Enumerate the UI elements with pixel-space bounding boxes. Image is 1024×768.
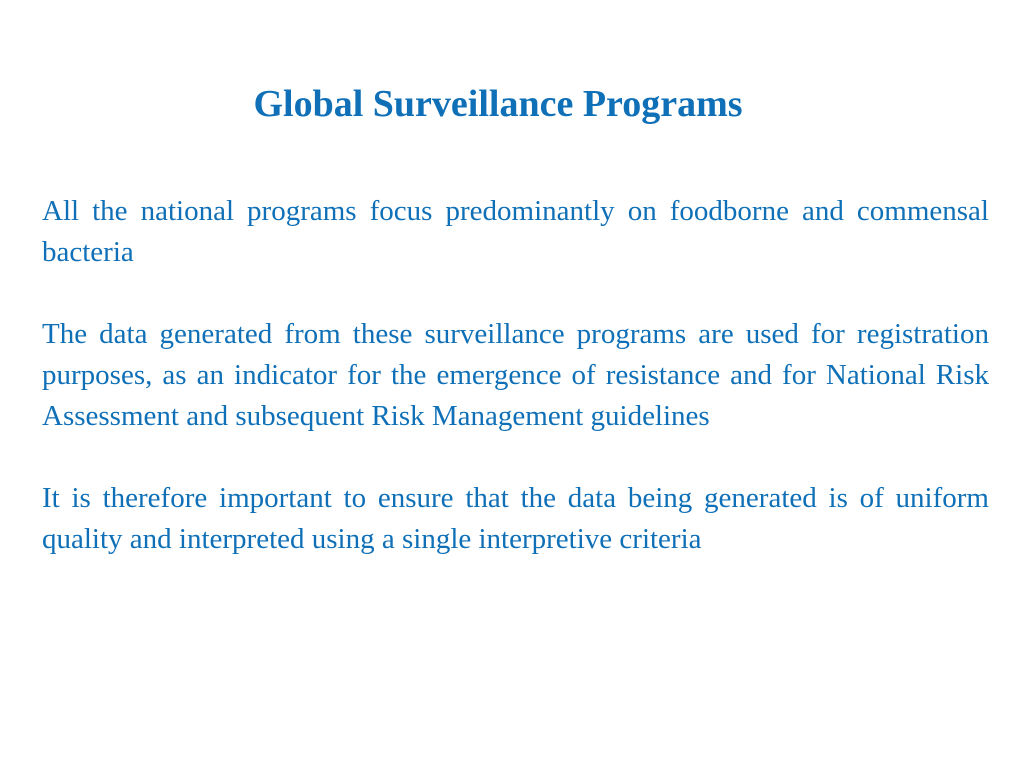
paragraph-data-usage: The data generated from these surveillance programs are used for registration purposes, as an indicator for the emergence of resistance and for National Risk Assessment and subsequent Risk Management guidelines — [42, 318, 989, 432]
slide-title: Global Surveillance Programs — [253, 83, 743, 125]
paragraph-uniform-quality: It is therefore important to ensure that the data being generated is of uniform quality and interpreted using a single interpretive criteria — [42, 482, 989, 555]
slide-body — [42, 191, 989, 601]
paragraph-focus: All the national programs focus predominantly on foodborne and commensal bacteria — [42, 195, 989, 268]
